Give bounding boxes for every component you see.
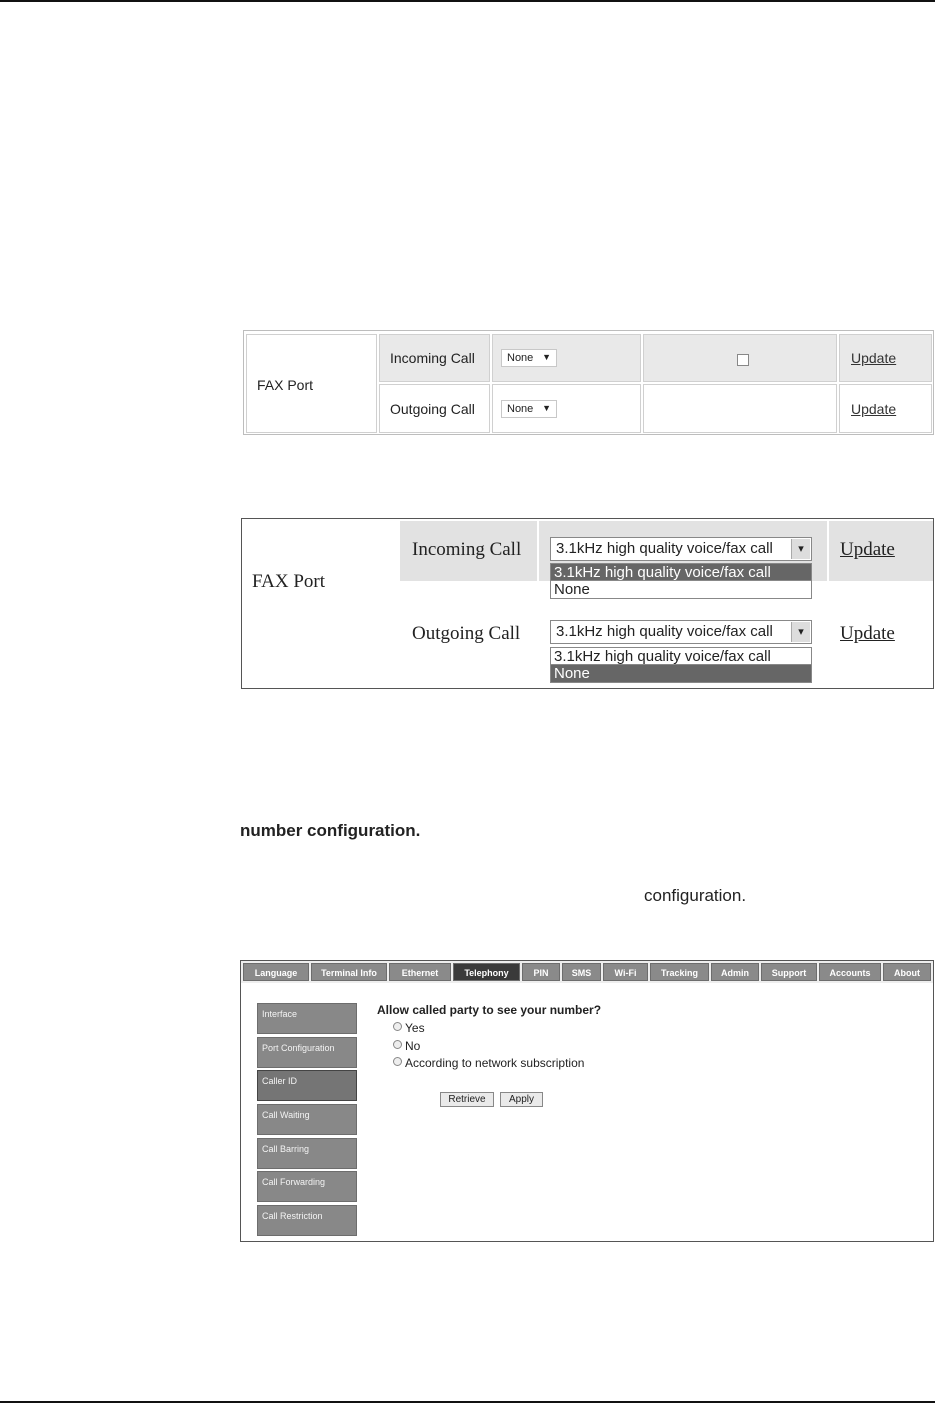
section-heading: number configuration. bbox=[240, 821, 421, 840]
incoming-option-2[interactable]: None bbox=[550, 581, 812, 599]
outgoing-select-cell bbox=[492, 384, 641, 433]
incoming-call-select-value: None bbox=[507, 352, 534, 364]
incoming-call-label-cell bbox=[379, 334, 490, 382]
port-label-cell bbox=[246, 334, 377, 433]
tab-pin[interactable]: PIN bbox=[522, 963, 560, 981]
incoming-call-select[interactable] bbox=[501, 349, 557, 367]
incoming-call-select-value: 3.1kHz high quality voice/fax call bbox=[556, 540, 773, 557]
outgoing-option-1[interactable]: 3.1kHz high quality voice/fax call bbox=[550, 647, 812, 665]
caller-id-screenshot bbox=[240, 960, 934, 1242]
chevron-down-icon: ▾ bbox=[791, 622, 810, 642]
incoming-update-link[interactable]: Update bbox=[840, 539, 895, 560]
port-label: FAX Port bbox=[257, 377, 314, 393]
outgoing-call-select-value: 3.1kHz high quality voice/fax call bbox=[556, 623, 773, 640]
outgoing-call-select-value: None bbox=[507, 403, 534, 415]
outgoing-call-label-cell bbox=[379, 384, 490, 433]
incoming-update-cell bbox=[839, 334, 932, 382]
sidebar-item-port-configuration[interactable]: Port Configuration bbox=[257, 1037, 357, 1068]
outgoing-call-select[interactable] bbox=[501, 400, 557, 418]
incoming-select-cell bbox=[492, 334, 641, 382]
fax-port-table-simple bbox=[243, 330, 934, 435]
option-no-label: No bbox=[405, 1039, 421, 1053]
outgoing-update-cell bbox=[839, 384, 932, 433]
sidebar-item-call-waiting[interactable]: Call Waiting bbox=[257, 1104, 357, 1135]
retrieve-button[interactable]: Retrieve bbox=[440, 1092, 494, 1107]
tab-telephony[interactable]: Telephony bbox=[453, 963, 520, 981]
fax-port-table-dropdowns bbox=[241, 518, 934, 689]
paragraph-fragment: configuration. bbox=[644, 886, 747, 905]
incoming-update-link[interactable]: Update bbox=[851, 350, 897, 366]
sidebar-item-caller-id[interactable]: Caller ID bbox=[257, 1070, 357, 1101]
caret-down-icon: ▼ bbox=[542, 403, 551, 413]
incoming-checkbox-cell bbox=[643, 334, 837, 382]
outgoing-empty-cell bbox=[643, 384, 837, 433]
incoming-call-label: Incoming Call bbox=[390, 350, 475, 366]
incoming-call-checkbox[interactable] bbox=[737, 354, 749, 366]
radio-icon[interactable] bbox=[393, 1022, 402, 1031]
outgoing-call-label: Outgoing Call bbox=[412, 623, 521, 644]
radio-icon[interactable] bbox=[393, 1057, 402, 1066]
option-network-subscription[interactable] bbox=[393, 1056, 584, 1070]
option-yes-label: Yes bbox=[405, 1021, 425, 1035]
tab-support[interactable]: Support bbox=[761, 963, 817, 981]
chevron-down-icon: ▾ bbox=[791, 539, 810, 559]
tab-wifi[interactable]: Wi-Fi bbox=[603, 963, 648, 981]
radio-icon[interactable] bbox=[393, 1040, 402, 1049]
tab-language[interactable]: Language bbox=[243, 963, 309, 981]
tab-tracking[interactable]: Tracking bbox=[650, 963, 709, 981]
tab-accounts[interactable]: Accounts bbox=[819, 963, 881, 981]
outgoing-call-select[interactable] bbox=[550, 620, 812, 644]
sidebar-item-call-barring[interactable]: Call Barring bbox=[257, 1138, 357, 1169]
tab-sms[interactable]: SMS bbox=[562, 963, 601, 981]
incoming-call-select[interactable] bbox=[550, 537, 812, 561]
incoming-call-label: Incoming Call bbox=[412, 539, 522, 560]
option-yes[interactable] bbox=[393, 1021, 425, 1035]
top-tab-bar bbox=[241, 961, 933, 983]
outgoing-call-label: Outgoing Call bbox=[390, 401, 475, 417]
outgoing-update-link[interactable]: Update bbox=[851, 401, 897, 417]
tab-terminal-info[interactable]: Terminal Info bbox=[311, 963, 387, 981]
tab-ethernet[interactable]: Ethernet bbox=[389, 963, 451, 981]
option-network-subscription-label: According to network subscription bbox=[405, 1056, 585, 1070]
caller-id-question: Allow called party to see your number? bbox=[377, 1003, 602, 1017]
tab-about[interactable]: About bbox=[883, 963, 931, 981]
sidebar-item-call-forwarding[interactable]: Call Forwarding bbox=[257, 1171, 357, 1202]
option-no[interactable] bbox=[393, 1039, 420, 1053]
sidebar-item-call-restriction[interactable]: Call Restriction bbox=[257, 1205, 357, 1236]
tab-admin[interactable]: Admin bbox=[711, 963, 759, 981]
port-label: FAX Port bbox=[252, 571, 326, 592]
outgoing-option-2[interactable]: None bbox=[550, 665, 812, 683]
bottom-rule bbox=[0, 1401, 935, 1403]
sidebar-item-interface[interactable]: Interface bbox=[257, 1003, 357, 1034]
incoming-option-1[interactable]: 3.1kHz high quality voice/fax call bbox=[550, 563, 812, 581]
caret-down-icon: ▼ bbox=[542, 352, 551, 362]
outgoing-update-link[interactable]: Update bbox=[840, 623, 895, 644]
apply-button[interactable]: Apply bbox=[500, 1092, 543, 1107]
top-rule bbox=[0, 0, 935, 2]
